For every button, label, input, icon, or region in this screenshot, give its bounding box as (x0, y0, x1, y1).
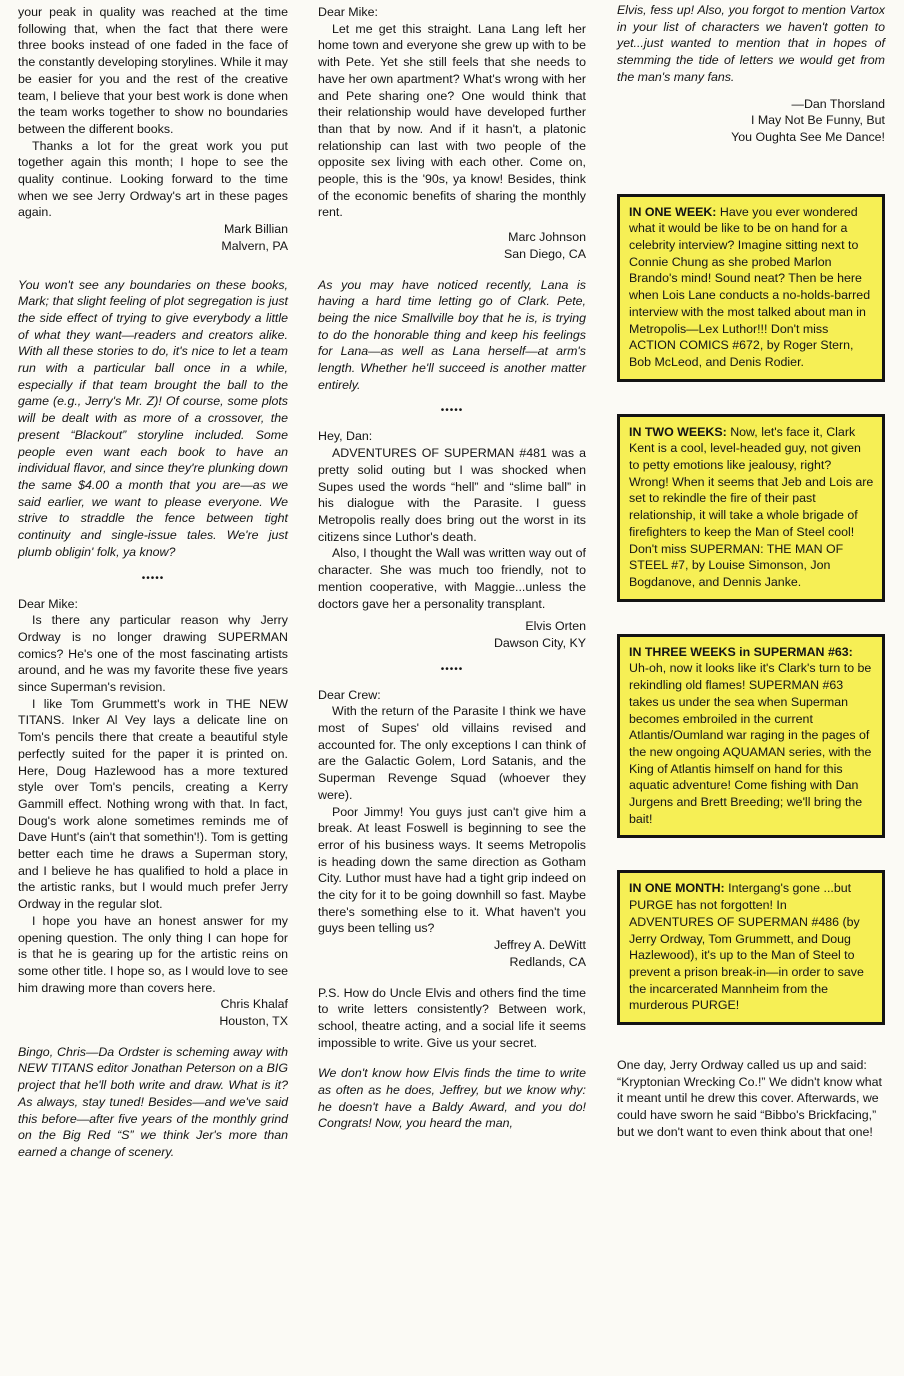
signature-tagline: I May Not Be Funny, But (750, 113, 885, 128)
promo-box-two-weeks (617, 414, 885, 602)
promo-heading: IN TWO WEEKS: (629, 424, 727, 439)
promo-body: Have you ever wondered what it would be like to be on hand for a celebrity interview? Imagine sitting next to Connie Chung as she probed Marlon Brando's mind! Sound neat? Then be here when Lois Lane conducts a no-holds-barred interview with the most talked about man in Metropolis—Lex Luthor!!! Don't miss ACTION COMICS #672, by Roger Stern, Bob McLeod, and Denis Rodier. (629, 204, 871, 369)
promo-body: Intergang's gone ...but PURGE has not forgotten! In ADVENTURES OF SUPERMAN #486 (by Jerry Ordway, Tom Grummett, and Doug Hazlewood), it's up to the Man of Steel to prevent a prison break-in—in order to save the incarcerated Mannheim from the murderous PURGE! (629, 881, 864, 1013)
promo-heading: IN THREE WEEKS in SUPERMAN #63: (629, 644, 853, 659)
letter-body: Poor Jimmy! You guys just can't give him a break. At least Foswell is beginning to see the error of his business ways. It seems Metropolis is heading down the same direction as Gotham City. Luthor must have had a tight grip indeed on the city for it to be going downhill so fast. Maybe there's something else to it. What haven't you guys been telling us? (318, 804, 586, 936)
letter-salutation: Dear Mike: (318, 5, 378, 19)
letter-body: I like Tom Grummett's work in THE NEW TITANS. Inker Al Vey lays a delicate line on Tom's pencils there that create a beautiful style perfectly suited for the paper it is printed on. Here, Doug Hazlewood has a more textured style over Tom's pencils, creating a Kerry Gammill effect. Nothing wrong with that. In fact, Doug's work alone sometimes reminds me of Dave Hunt's (ain't that somethin'!). Tom is getting better each time he draws a Superman story, and I believe he has qualified to hold a place in the artistic ranks, but I would much prefer Jerry Ordway in the regular slot. (18, 696, 288, 912)
promo-text (629, 204, 874, 371)
letter-body: With the return of the Parasite I think we have most of Supes' old villains revised and accounted for. The only exceptions I can think of are the Galactic Golem, Lord Satanis, and the Superman Revenge Squad (whoever they were). (318, 704, 586, 802)
cover-note: One day, Jerry Ordway called us up and said: “Kryptonian Wrecking Co.!” We didn't know what it meant until he drew this cover. Afterwards, we could have sworn he said “Bibbo's Brickfacing,” but we don't want to even think about that one! (617, 1058, 882, 1139)
letter-body: Thanks a lot for the great work you put together again this month; I hope to see the quality continue. Looking forward to the time when we see Jerry Ordway's art in these pages again. (18, 138, 288, 220)
letter-location: Dawson City, KY (493, 635, 586, 650)
letter-body: Let me get this straight. Lana Lang left her home town and everyone she grew up with to be with Pete. Yet she still feels that she needs to have her own apartment? What's wrong with her and Pete sharing one? One would think that their relationship would have developed further than that by now. And if it hasn't, a platonic relationship can last with two people of the opposite sex living with each other. Come on, people, this is the '90s, ya know! Besides, think of the economic benefits of sharing the monthly rent. (318, 21, 586, 220)
signature-tagline: You Oughta See Me Dance! (731, 129, 885, 144)
promo-box-one-month (617, 870, 885, 1025)
letter-location: Houston, TX (219, 1014, 288, 1029)
promo-box-three-weeks (617, 634, 885, 839)
letter-body: Also, I thought the Wall was written way out of character. She was much too friendly, not to mention cooperative, with Maggie...unless the doctors gave her a personality transplant. (318, 546, 586, 611)
separator: ••••• (141, 572, 165, 584)
editor-reply: We don't know how Elvis finds the time to write as often as he does, Jeffrey, but we know why: he doesn't have a Baldy Award, and you do! Congrats! Now, you heard the man, (318, 1066, 586, 1131)
editor-reply: As you may have noticed recently, Lana is having a hard time letting go of Clark. Pete, being the nice Smallville boy that he is, is trying to do the honorable thing and keep his feelings for Lana—as well as Lana herself—at arm's length. Whether he'll succeed is another matter entirely. (318, 277, 586, 392)
letter-body: Is there any particular reason why Jerry Ordway is no longer drawing SUPERMAN comics? He's one of the most fascinating artists around, and he was my favorite these five years since Superman's revision. (18, 613, 288, 695)
promo-text (629, 880, 874, 1014)
letter-salutation: Dear Mike: (18, 596, 78, 611)
promo-heading: IN ONE WEEK: (629, 204, 717, 219)
separator: ••••• (440, 663, 464, 675)
letter-postscript: P.S. How do Uncle Elvis and others find the time to write letters consistently? Between work, school, theatre acting, and a social life it seems impossible to write. Give us your secret. (318, 985, 586, 1050)
separator: ••••• (440, 405, 464, 417)
promo-text (629, 644, 874, 828)
letter-signature: Marc Johnson (508, 230, 586, 245)
letter-signature: Chris Khalaf (220, 997, 288, 1012)
promo-body: Uh-oh, now it looks like it's Clark's turn to be rekindling old flames! SUPERMAN #63 takes us under the sea when Superman becomes embroiled in the current Atlantis/Oumland war raging in the pages of the new ongoing AQUAMAN series, with the King of Atlantis himself on hand for this aquatic adventure! Come fishing with Dan Jurgens and Brett Breeding; we'll bring the bait! (629, 661, 872, 826)
editor-reply: Elvis, fess up! Also, you forgot to mention Vartox in your list of characters we haven't gotten to yet...just wanted to mention that in hopes of stemming the tide of letters we would get from the man's many fans. (617, 3, 885, 84)
letter-signature: Mark Billian (223, 222, 288, 237)
letter-body: ADVENTURES OF SUPERMAN #481 was a pretty solid outing but I was shocked when Supes used the words “hell” and “slime ball” in his dialogue with the Parasite. I guess Metropolis really does bring out the worst in its citizens since Luthor's death. (318, 446, 586, 544)
column-middle (318, 4, 586, 1132)
letter-signature: Elvis Orten (525, 619, 586, 634)
column-left (18, 4, 288, 1161)
letter-body: your peak in quality was reached at the time following that, when the fact that there were three books instead of one faded in the face of the constantly developing storylines. While it may be easier for you and the rest of the creative team, I believe that your best work is done when the team works together to show no boundaries between the different books. (18, 5, 288, 136)
letter-body: I hope you have an honest answer for my opening question. The only thing I can hope for is that he is gearing up for the artistic reins on some other title. I hope so, as I would love to see him drawing more than covers here. (18, 913, 288, 995)
column-right (617, 2, 885, 1141)
letter-salutation: Hey, Dan: (318, 429, 373, 444)
letter-signature: Jeffrey A. DeWitt (493, 938, 586, 953)
letter-location: San Diego, CA (504, 246, 586, 261)
promo-box-one-week (617, 194, 885, 382)
letter-location: Redlands, CA (509, 954, 586, 969)
promo-text (629, 424, 874, 591)
editor-reply: Bingo, Chris—Da Ordster is scheming away with NEW TITANS editor Jonathan Peterson on a BIG project that he'll both write and draw. What is it? As always, stay tuned! Besides—and we've said this before—after five years of the monthly grind on the Big Red “S” we think Jer's more than earned a change of scenery. (18, 1044, 288, 1159)
letter-location: Malvern, PA (221, 238, 288, 253)
editor-reply: You won't see any boundaries on these books, Mark; that slight feeling of plot segregation is just the side effect of trying to give everybody a little of what they want—readers and creators alike. With all these stories to do, it's nice to let a team run with a particular ball once in a while, especially if that team brought the ball to the game (e.g., Jerry's Mr. Z)! Of course, some plots will be dealt with as more of a crossover, the present “Blackout” storyline included. Some people even want each book to have an individual flavor, and since they're plunking down the same $4.00 a month that you are—as we said earlier, we want to please everyone. We strive to straddle the fence between tight continuity and single-issue tales. We're just plumb obligin' folk, ya know? (18, 277, 288, 559)
promo-heading: IN ONE MONTH: (629, 881, 725, 896)
letter-signature: —Dan Thorsland (791, 96, 885, 111)
promo-body: Now, let's face it, Clark Kent is a cool, level-headed guy, not given to petty emotions like jealousy, right? Wrong! When it seems that Jeb and Lois are set to rekindle the fire of their past relationship, it will take a whole brigade of firefighters to keep the Man of Steel cool! Don't miss SUPERMAN: THE MAN OF STEEL #7, by Louise Simonson, Jon Bogdanove, and Dennis Janke. (629, 424, 874, 589)
letter-salutation: Dear Crew: (318, 687, 381, 702)
